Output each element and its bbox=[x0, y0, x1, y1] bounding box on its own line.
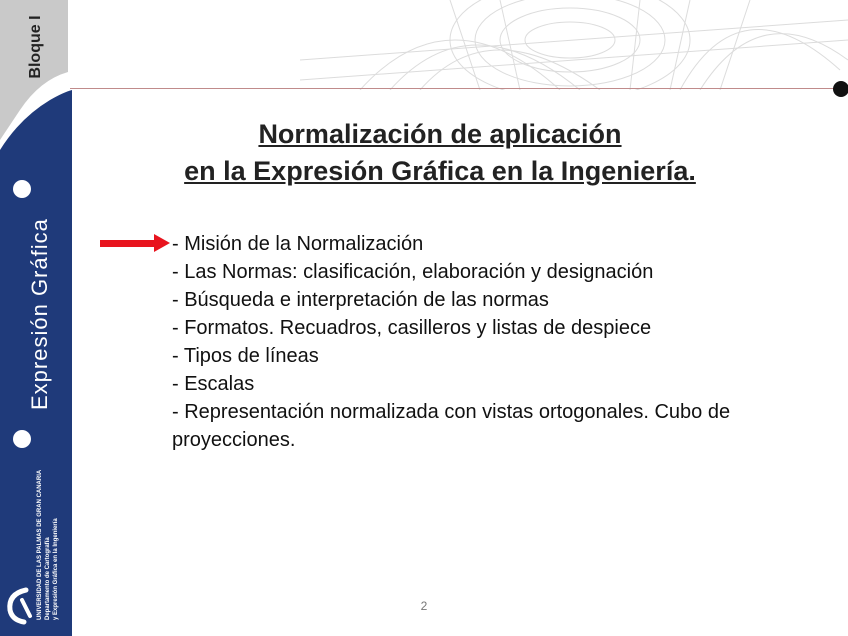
university-line: UNIVERSIDAD DE LAS PALMAS DE GRAN CANARIA bbox=[37, 469, 43, 620]
title-line-1: Normalización de aplicación bbox=[258, 119, 622, 149]
title-line-2: en la Expresión Gráfica en la Ingeniería. bbox=[184, 156, 696, 186]
list-item: - Las Normas: clasificación, elaboración y designación bbox=[172, 261, 654, 283]
list-item: - Búsqueda e interpretación de las normas bbox=[172, 289, 549, 311]
list-item: - Representación normalizada con vistas ortogonales. Cubo de proyecciones. bbox=[172, 401, 731, 451]
university-credit bbox=[37, 470, 67, 620]
sidebar-dot-bottom bbox=[13, 430, 31, 448]
slide-title bbox=[160, 116, 720, 190]
list-item: - Escalas bbox=[172, 373, 255, 395]
sidebar-dot-top bbox=[13, 180, 31, 198]
list-item: - Tipos de líneas bbox=[172, 345, 319, 367]
wireframe-decoration bbox=[300, 0, 848, 90]
block-label: Bloque I bbox=[27, 15, 44, 79]
header-rule-dot bbox=[833, 81, 848, 97]
red-arrow-icon bbox=[100, 234, 170, 252]
university-logo-icon bbox=[4, 586, 34, 626]
sidebar bbox=[0, 0, 80, 636]
topic-list bbox=[172, 230, 822, 454]
list-item: - Formatos. Recuadros, casilleros y listas de despiece bbox=[172, 317, 652, 339]
subject-title: Expresión Gráfica bbox=[27, 218, 52, 410]
list-item: - Misión de la Normalización bbox=[172, 233, 424, 255]
header-rule bbox=[70, 88, 840, 89]
department-line: Departamento de Cartografía bbox=[45, 537, 51, 620]
page-number: 2 bbox=[420, 599, 428, 613]
department-line-2: y Expresión Gráfica en la Ingeniería bbox=[53, 518, 59, 620]
